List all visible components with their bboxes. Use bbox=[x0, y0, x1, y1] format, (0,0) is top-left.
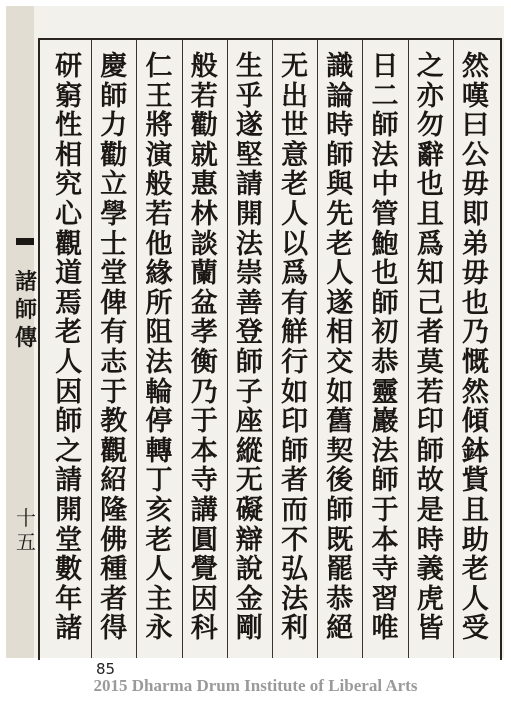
copyright-watermark: 2015 Dharma Drum Institute of Liberal Arts bbox=[93, 676, 418, 695]
page-number: 85 bbox=[96, 660, 116, 678]
text-column: 日 二 師 法 中 管 鮑 也 師 初 恭 靈 巖 法 師 于 本 寺 習 唯 bbox=[371, 51, 399, 645]
banxin-page-number: 十 五 bbox=[16, 506, 36, 554]
text-column: 仁 王 將 演 般 若 他 緣 所 阻 法 輪 停 轉 丁 亥 老 人 主 永 bbox=[145, 51, 173, 645]
column-rule bbox=[317, 40, 318, 658]
column-rule bbox=[453, 40, 454, 658]
banxin-margin bbox=[6, 38, 38, 658]
column-rule bbox=[408, 40, 409, 658]
column-rule bbox=[182, 40, 183, 658]
column-rule bbox=[272, 40, 273, 658]
text-column: 般 若 勸 就 惠 林 談 蘭 盆 孝 衡 乃 于 本 寺 講 圓 覺 因 科 bbox=[190, 51, 218, 645]
text-column: 研 窮 性 相 究 心 觀 道 焉 老 人 因 師 之 請 開 堂 數 年 諸 bbox=[55, 51, 83, 645]
text-column: 慶 師 力 勸 立 學 士 堂 俾 有 志 于 教 觀 紹 隆 佛 種 者 得 bbox=[100, 51, 128, 645]
text-column: 之 亦 勿 辭 也 且 爲 知 己 者 莫 若 印 師 故 是 時 義 虎 皆 bbox=[416, 51, 444, 645]
column-rule bbox=[362, 40, 363, 658]
text-column: 然 嘆 曰 公 毋 即 弟 毋 也 乃 慨 然 傾 鉢 貲 且 助 老 人 受 bbox=[461, 51, 489, 645]
fish-tail-mark bbox=[16, 238, 34, 259]
text-column: 无 出 世 意 老 人 以 爲 有 觧 行 如 印 師 者 而 不 弘 法 利 bbox=[281, 51, 309, 645]
text-column: 生 乎 遂 堅 請 開 法 崇 善 登 師 子 座 縱 无 礙 辯 說 金 剛 bbox=[235, 51, 263, 645]
column-rule bbox=[227, 40, 228, 658]
text-column: 識 論 時 師 與 先 老 人 遂 相 交 如 舊 契 後 師 既 罷 恭 絕 bbox=[326, 51, 354, 645]
column-rule bbox=[91, 40, 92, 658]
banxin-title: 諸 師 傳 bbox=[14, 269, 37, 351]
column-rule bbox=[136, 40, 137, 658]
